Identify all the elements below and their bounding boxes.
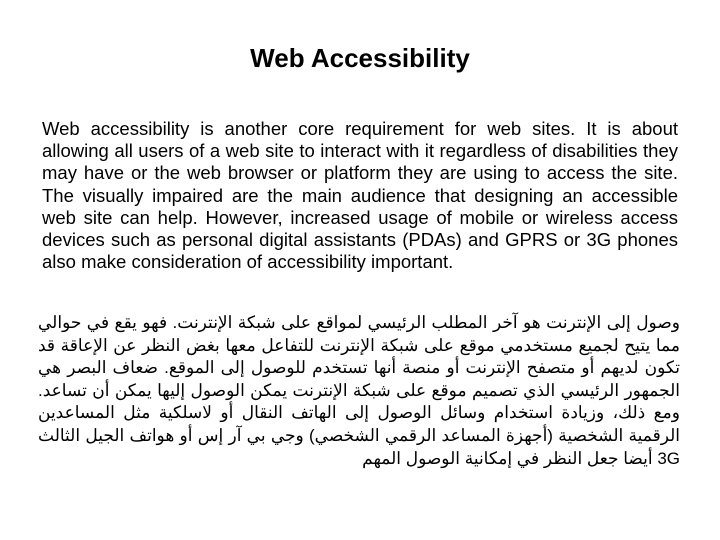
body-paragraph-arabic: وصول إلى الإنترنت هو آخر المطلب الرئيسي لمواقع على شبكة الإنترنت. فهو يقع في حوالي مما يتيح لجميع مستخدمي موقع على شبكة الإنترنت للتفاعل معها بغض النظر عن الإعاقة قد تكون لديهم أو متصفح الإنترنت أو منصة أنها تستخدم للوصول إلى الموقع. ضعاف البصر هي الجمهور الرئيسي الذي تصميم موقع على شبكة الإنترنت يمكن الوصول إليها يمكن أن تساعد. ومع ذلك، وزيادة استخدام وسائل الوصول إلى الهاتف النقال أو لاسلكية مثل المساعدين الرقمية الشخصية (أجهزة المساعد الرقمي الشخصي) وجي بي آر إس أو هواتف الجيل الثالث 3G أيضا جعل النظر في إمكانية الوصول المهم <box>38 313 680 468</box>
slide-title: Web Accessibility <box>250 43 470 73</box>
body-paragraph-english: Web accessibility is another core requirement for web sites. It is about allowing all users of a web site to interact with it regardless of disabilities they may have or the web browser or platform they are using to access the site. The visually impaired are the main audience that designing an accessible web site can help. However, increased usage of mobile or wireless access devices such as personal digital assistants (PDAs) and GPRS or 3G phones also make consideration of accessibility important. <box>42 118 678 273</box>
